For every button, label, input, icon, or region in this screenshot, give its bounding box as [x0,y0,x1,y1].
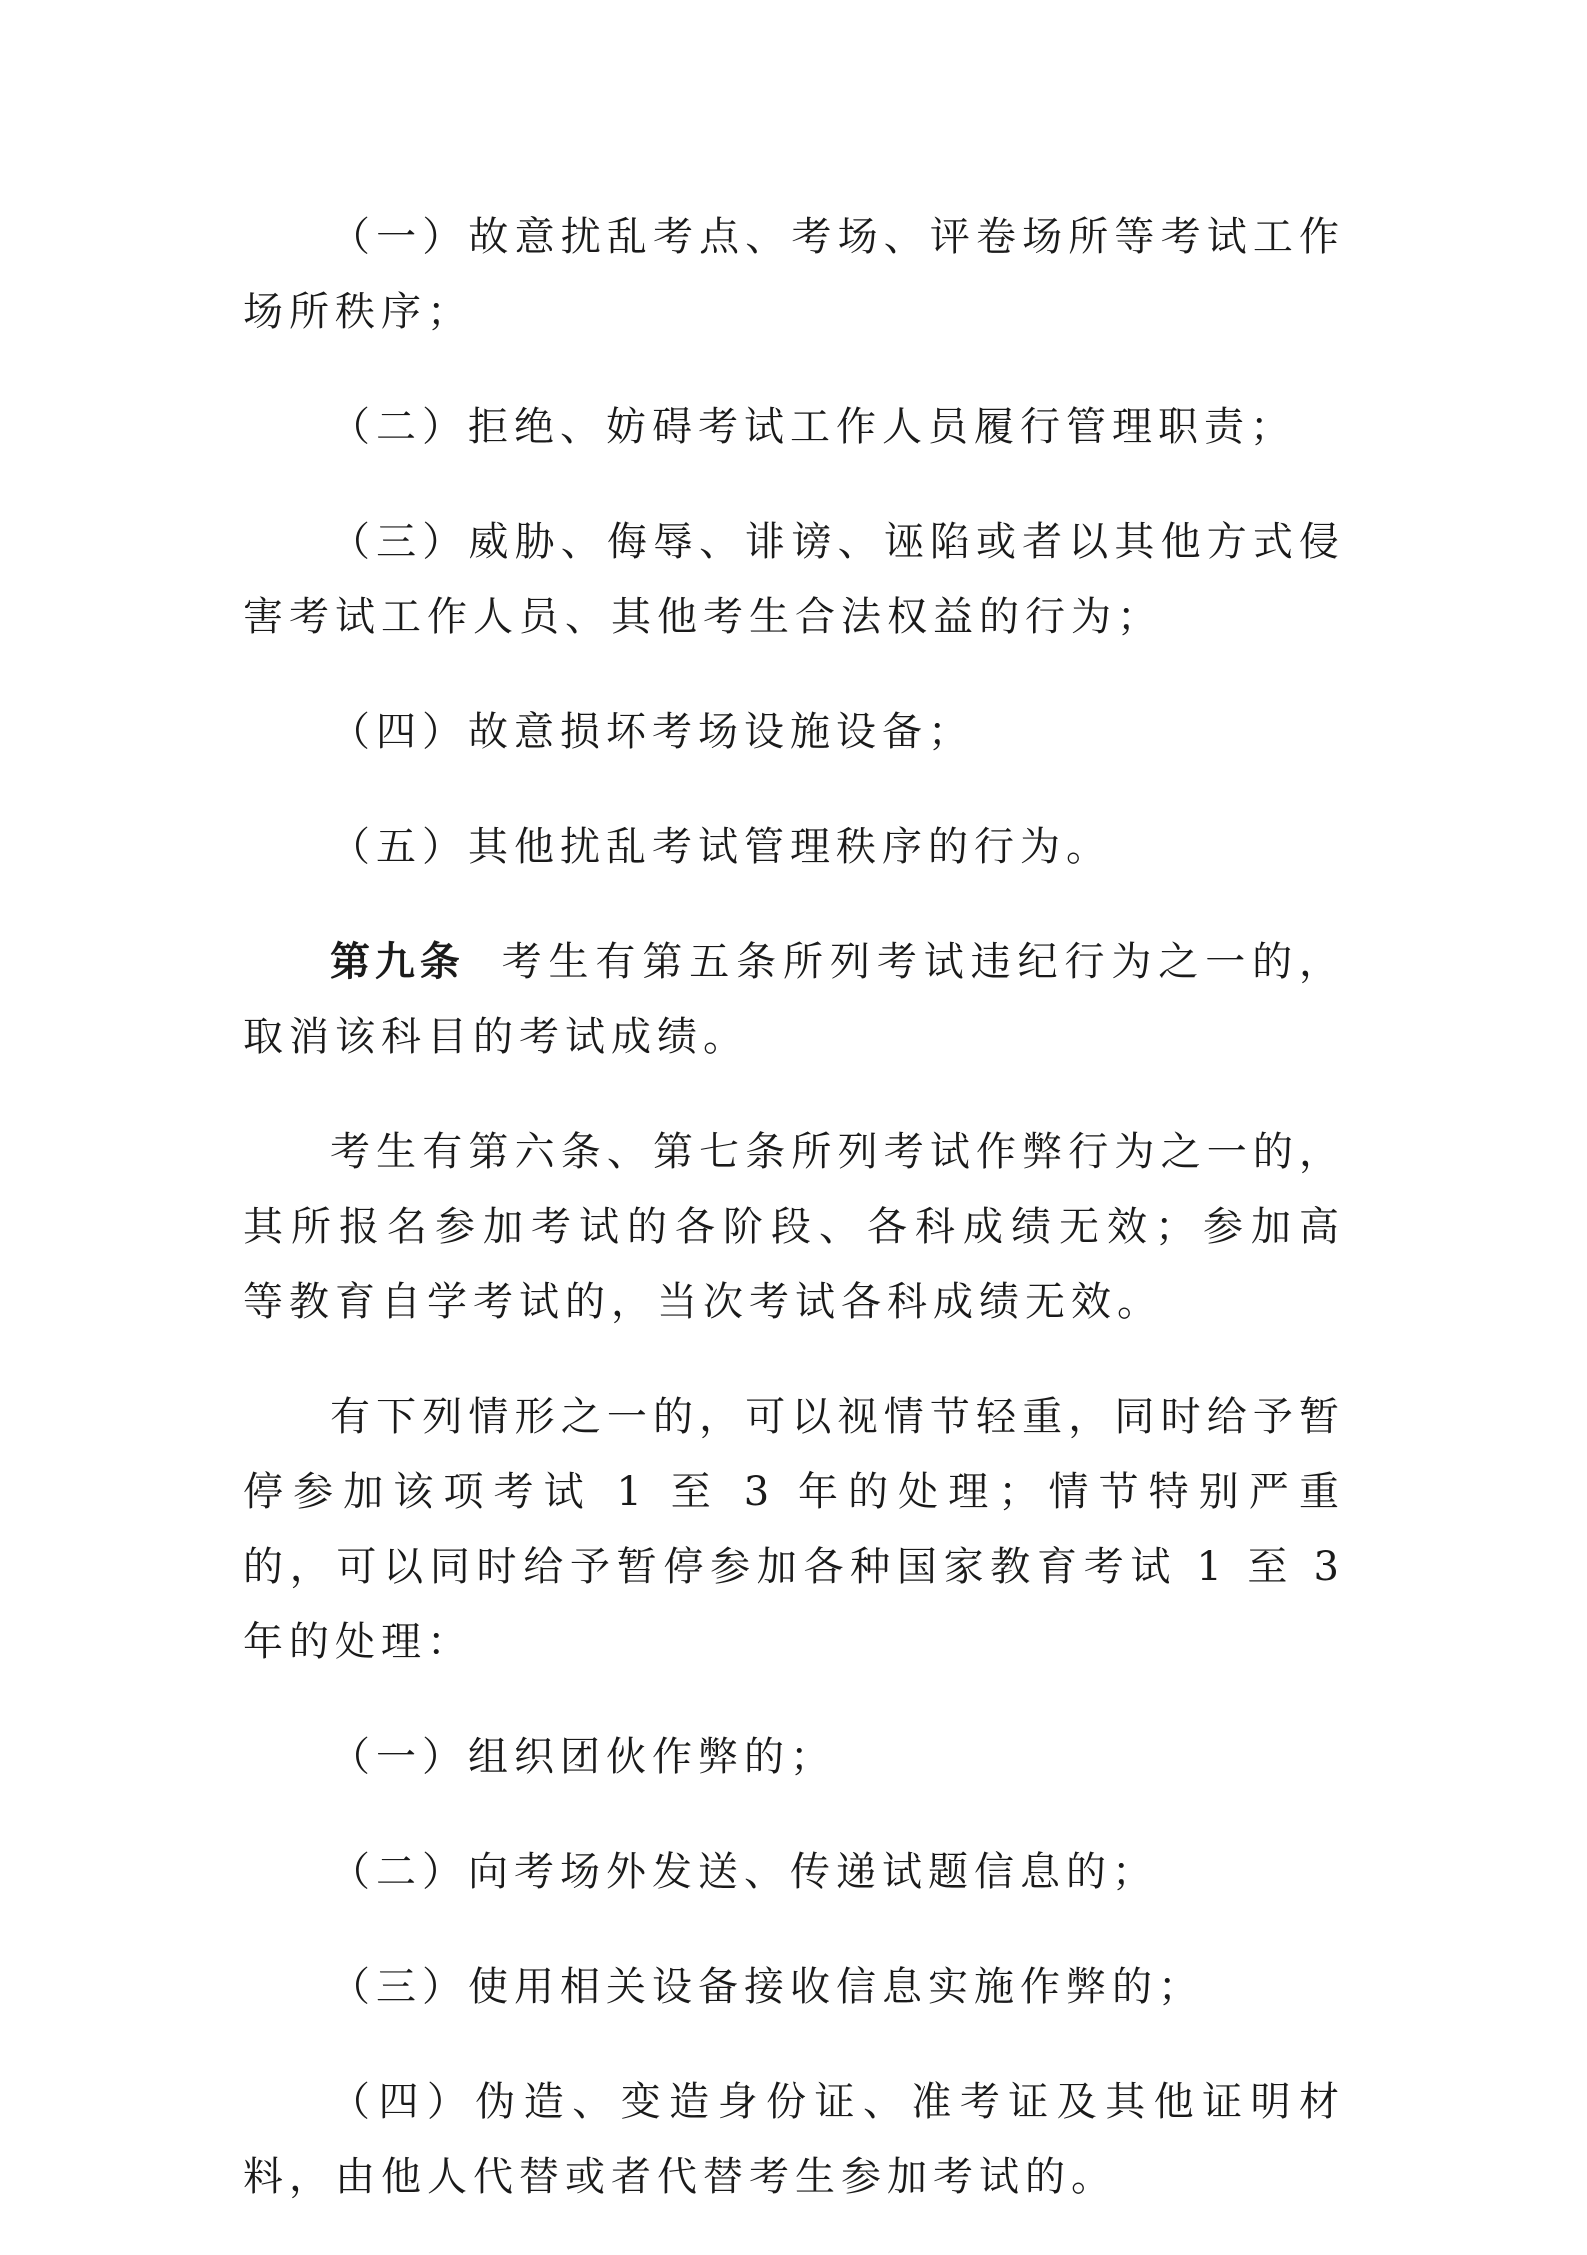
list-item-threaten-insult: （三）威胁、侮辱、诽谤、诬陷或者以其他方式侵害考试工作人员、其他考生合法权益的行为； [243,519,1345,640]
list-item-refuse-obstruct: （二）拒绝、妨碍考试工作人员履行管理职责； [330,404,1296,450]
list-item-receiving-devices: （三）使用相关设备接收信息实施作弊的； [330,1964,1204,2010]
list-item-organized-cheating: （一）组织团伙作弊的； [330,1734,836,1780]
list-item-disrupt-order: （一）故意扰乱考点、考场、评卷场所等考试工作场所秩序； [243,214,1345,335]
paragraph-suspension: 有下列情形之一的，可以视情节轻重，同时给予暂停参加该项考试 1 至 3 年的处理；情节特别严重的，可以同时给予暂停参加各种国家教育考试 1 至 3 年的处理： [243,1394,1345,1665]
list-item-sending-questions: （二）向考场外发送、传递试题信息的； [330,1849,1158,1895]
document-body [243,200,1345,2255]
article-text: 考生有第五条所列考试违纪行为之一的，取消该科目的考试成绩。 [243,939,1346,1060]
list-item-forged-documents: （四）伪造、变造身份证、准考证及其他证明材料，由他人代替或者代替考生参加考试的。 [243,2079,1345,2200]
article-nine-paragraph [243,925,1345,1075]
article-number: 第九条 [330,939,465,985]
list-item-damage-facilities: （四）故意损坏考场设施设备； [330,709,974,755]
list-item-other-disruption: （五）其他扰乱考试管理秩序的行为。 [330,824,1112,870]
paragraph-cheating-invalid: 考生有第六条、第七条所列考试作弊行为之一的，其所报名参加考试的各阶段、各科成绩无效；参加高等教育自学考试的，当次考试各科成绩无效。 [243,1129,1345,1325]
